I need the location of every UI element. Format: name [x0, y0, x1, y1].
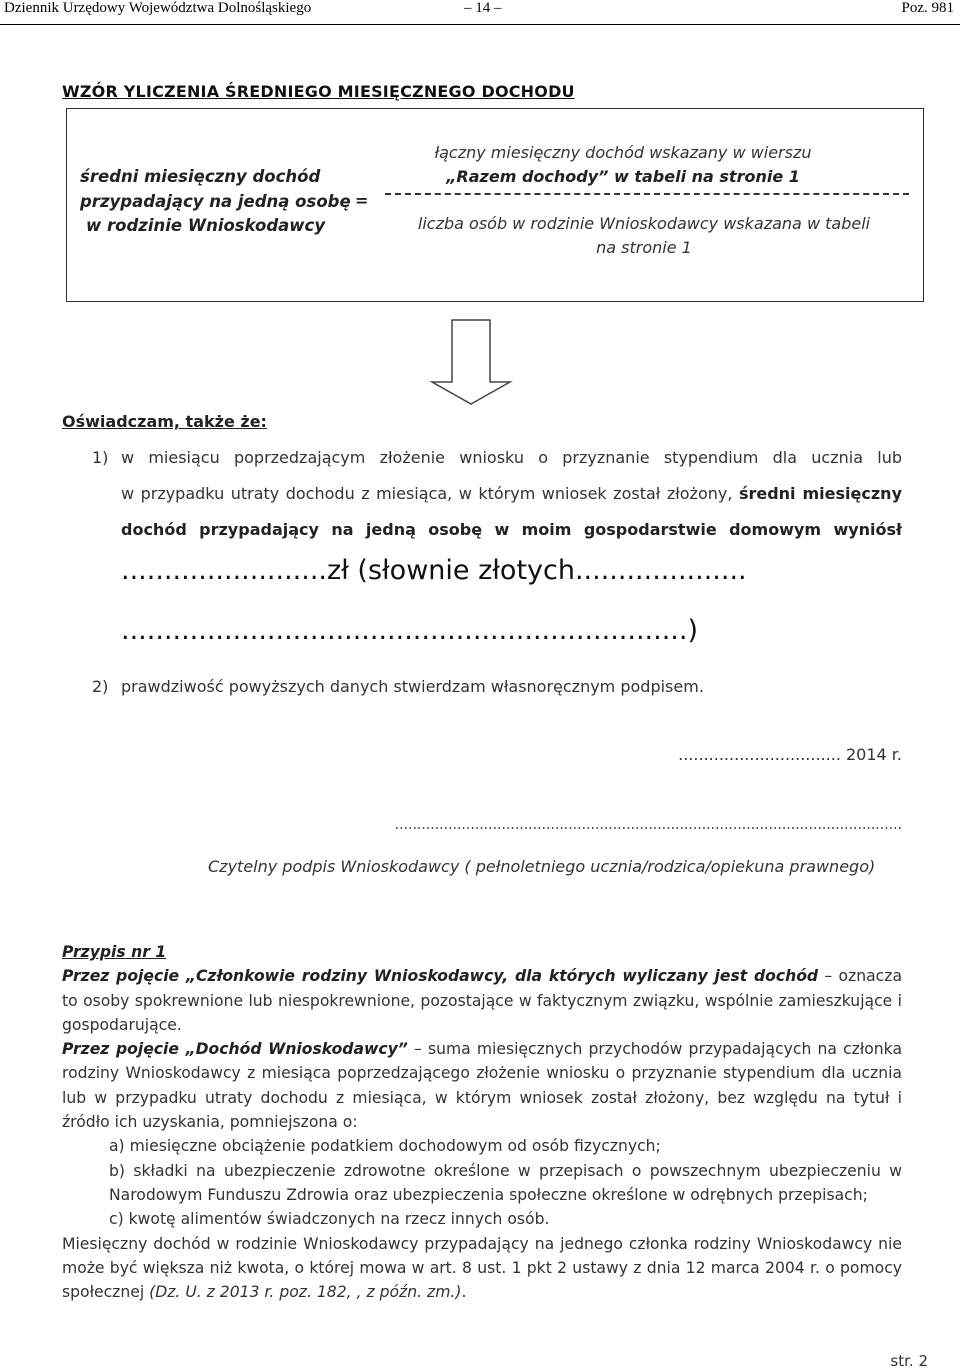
footnote-p3-ref: (Dz. U. z 2013 r. poz. 182, , z późn. zm.)	[149, 1283, 462, 1302]
footnote-item-a: a) miesięczne obciążenie podatkiem dochodowym od osób fizycznych;	[109, 1137, 661, 1156]
item-2-number: 2)	[92, 677, 109, 696]
item-1-line-2	[121, 476, 902, 512]
footnote-p2-rest: – suma miesięcznych przychodów przypadających na członka rodziny Wnioskodawcy z miesiąca poprzedzającego złożenie wniosku o przyznanie stypendium dla ucznia lub w przypadku utraty dochodu z miesiąca, w którym wniosek został złożony, bez względu na tytuł i źródło ich uzyskania, pomniejszona o:	[62, 1040, 902, 1132]
fraction-line	[385, 193, 909, 195]
footnote-paragraph-2	[62, 1037, 902, 1134]
footnote-paragraph-1	[62, 964, 902, 1037]
item-1-line-2-bold: średni miesięczny	[738, 484, 902, 503]
footnote-p2-bold: Przez pojęcie „Dochód Wnioskodawcy”	[62, 1040, 408, 1059]
declaration-heading: Oświadczam, także że:	[62, 412, 267, 431]
formula-lhs-line-1: średni miesięczny dochód	[80, 167, 321, 186]
signature-dots: ..................................................................................................................	[394, 817, 902, 833]
amount-line-1: ........................zł (słownie złotych....................	[121, 555, 747, 586]
formula-numerator	[418, 141, 828, 189]
formula-denominator	[394, 212, 894, 260]
signature-caption: Czytelny podpis Wnioskodawcy ( pełnoletniego ucznia/rodzica/opiekuna prawnego)	[208, 857, 876, 876]
page-footer: str. 2	[890, 1352, 928, 1370]
footnote-paragraph-3	[62, 1232, 902, 1305]
footnote-p3-end: .	[461, 1283, 467, 1302]
item-1-line-2-text: w przypadku utraty dochodu z miesiąca, w którym wniosek został złożony,	[121, 484, 739, 503]
position-number: Poz. 981	[901, 0, 954, 16]
item-1-number: 1)	[92, 448, 109, 467]
footnote-p3-text: Miesięczny dochód w rodzinie Wnioskodawcy przypadający na jednego członka rodziny Wnioskodawcy nie może być większa niż kwota, o której mowa w art. 8 ust. 1 pkt 2 ustawy z dnia 12 marca 2004 r. o pomocy społecznej	[62, 1234, 902, 1302]
running-header	[0, 0, 960, 25]
date-line: ................................ 2014 r.	[678, 745, 902, 764]
item-2-text: prawdziwość powyższych danych stwierdzam własnoręcznym podpisem.	[121, 677, 704, 696]
footnote-item-b: b) składki na ubezpieczenie zdrowotne określone w przepisach o powszechnym ubezpieczeniu w Narodowym Funduszu Zdrowia oraz ubezpieczenia społeczne określone w odrębnych przepisach;	[109, 1161, 902, 1204]
formula-lhs-line-2: przypadający na jedną osobę	[80, 191, 351, 211]
footnote-p1-rest: – oznacza to osoby spokrewnione lub niespokrewnione, pozostające w faktycznym związku, wspólnie zamieszkujące i gospodarujące.	[62, 967, 902, 1034]
footnote-p1-bold: Przez pojęcie „Członkowie rodziny Wnioskodawcy, dla których wyliczany jest dochód	[62, 967, 819, 986]
footnote-item-c: c) kwotę alimentów świadczonych na rzecz innych osób.	[109, 1210, 550, 1229]
numerator-line-2: „Razem dochody” w tabeli na stronie 1	[446, 167, 800, 186]
item-1-line-3: dochód przypadający na jedną osobę w moim gospodarstwie domowym wyniósł	[121, 520, 902, 539]
denominator-line-2: na stronie 1	[596, 238, 692, 257]
page-number: – 14 –	[464, 0, 502, 16]
footnote	[62, 940, 902, 1304]
down-arrow-icon	[428, 318, 514, 408]
denominator-line-1: liczba osób w rodzinie Wnioskodawcy wskazana w tabeli	[417, 214, 871, 233]
footnote-heading: Przypis nr 1	[62, 943, 167, 961]
journal-title: Dziennik Urzędowy Województwa Dolnośląskiego	[4, 0, 312, 16]
formula-lhs	[80, 165, 351, 239]
numerator-line-1: łączny miesięczny dochód wskazany w wierszu	[434, 143, 812, 162]
formula-title: WZÓR YLICZENIA ŚREDNIEGO MIESIĘCZNEGO DOCHODU	[62, 82, 575, 101]
formula-equals: =	[355, 191, 369, 210]
formula-lhs-line-3: w rodzinie Wnioskodawcy	[86, 216, 326, 235]
amount-line-2: ..................................................................)	[121, 615, 698, 646]
item-1-line-1: w miesiącu poprzedzającym złożenie wniosku o przyznanie stypendium dla ucznia lub	[121, 448, 902, 467]
